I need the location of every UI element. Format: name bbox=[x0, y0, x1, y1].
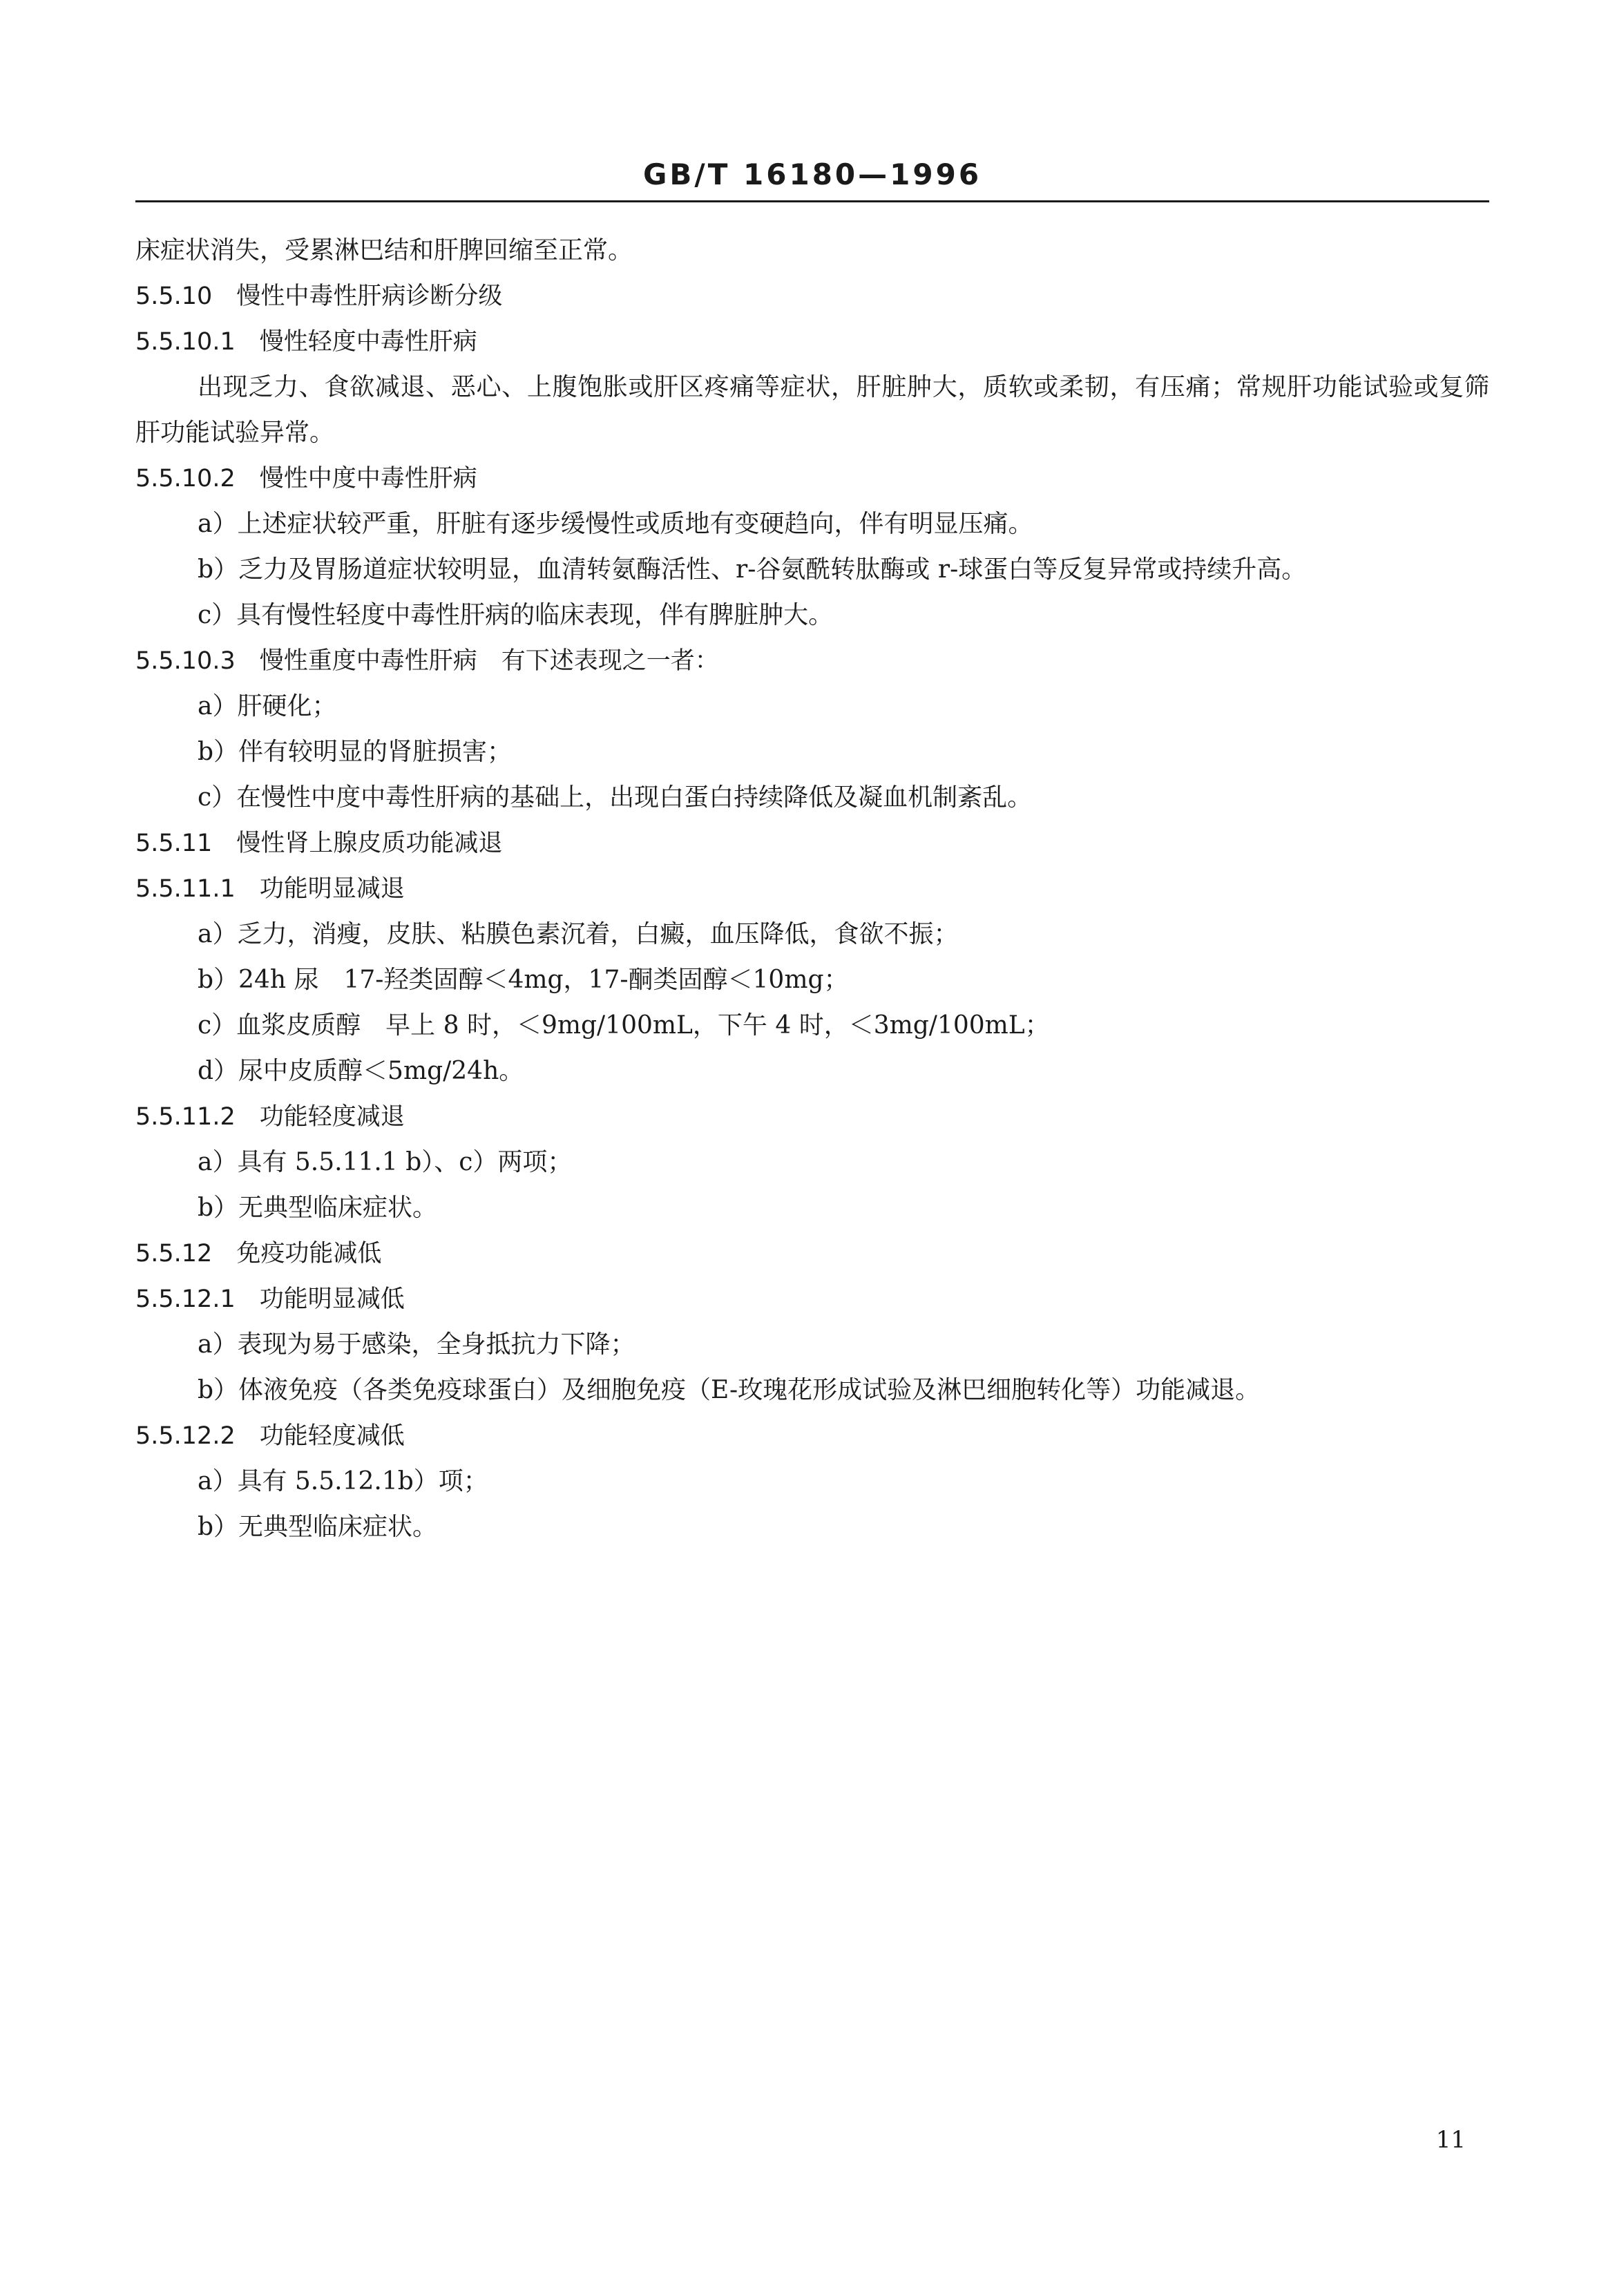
section-heading-5-5-12-2: 5.5.12.2 功能轻度减低 bbox=[135, 1422, 405, 1450]
list-item-b: b）24h 尿 17-羟类固醇＜4mg，17-酮类固醇＜10mg； bbox=[198, 966, 849, 994]
list-item-a: a）肝硬化； bbox=[198, 692, 337, 720]
page-number: 11 bbox=[1435, 2126, 1466, 2154]
section-heading-5-5-12-1: 5.5.12.1 功能明显减低 bbox=[135, 1285, 405, 1313]
document-body bbox=[135, 228, 1489, 1550]
paragraph-continuation: 床症状消失，受累淋巴结和肝脾回缩至正常。 bbox=[135, 236, 633, 265]
list-item-b: b）无典型临床症状。 bbox=[198, 1194, 438, 1222]
section-heading-5-5-11: 5.5.11 慢性肾上腺皮质功能减退 bbox=[135, 830, 503, 857]
section-heading-5-5-10: 5.5.10 慢性中毒性肝病诊断分级 bbox=[135, 283, 503, 310]
header-rule bbox=[135, 200, 1489, 202]
list-item-c: c）血浆皮质醇 早上 8 时，＜9mg/100mL，下午 4 时，＜3mg/100mL； bbox=[198, 1011, 1050, 1040]
list-item-a: a）表现为易于感染，全身抵抗力下降； bbox=[198, 1330, 635, 1359]
list-item-a: a）上述症状较严重，肝脏有逐步缓慢性或质地有变硬趋向，伴有明显压痛。 bbox=[198, 510, 1033, 538]
list-item-b: b）体液免疫（各类免疫球蛋白）及细胞免疫（E-玫瑰花形成试验及淋巴细胞转化等）功能减退。 bbox=[198, 1376, 1261, 1404]
paragraph-mild-liver: 出现乏力、食欲减退、恶心、上腹饱胀或肝区疼痛等症状，肝脏肿大，质软或柔韧，有压痛；常规肝功能试验或复筛肝功能试验异常。 bbox=[135, 373, 1489, 447]
section-heading-5-5-10-3: 5.5.10.3 慢性重度中毒性肝病 有下述表现之一者： bbox=[135, 647, 719, 675]
section-heading-5-5-11-1: 5.5.11.1 功能明显减退 bbox=[135, 875, 405, 903]
list-item-a: a）具有 5.5.12.1b）项； bbox=[198, 1467, 488, 1495]
section-heading-5-5-11-2: 5.5.11.2 功能轻度减退 bbox=[135, 1103, 405, 1131]
list-item-c: c）在慢性中度中毒性肝病的基础上，出现白蛋白持续降低及凝血机制紊乱。 bbox=[198, 783, 1033, 812]
standard-code: GB/T 16180—1996 bbox=[642, 157, 982, 191]
section-heading-5-5-12: 5.5.12 免疫功能减低 bbox=[135, 1240, 382, 1267]
list-item-a: a）乏力，消瘦，皮肤、粘膜色素沉着，白癜，血压降低，食欲不振； bbox=[198, 920, 959, 948]
list-item-c: c）具有慢性轻度中毒性肝病的临床表现，伴有脾脏肿大。 bbox=[198, 601, 834, 629]
list-item-d: d）尿中皮质醇＜5mg/24h。 bbox=[198, 1057, 524, 1085]
list-item-b: b）伴有较明显的肾脏损害； bbox=[198, 738, 513, 766]
list-item-a: a）具有 5.5.11.1 b）、c）两项； bbox=[198, 1148, 573, 1176]
list-item-b: b）乏力及胃肠道症状较明显，血清转氨酶活性、r-谷氨酰转肽酶或 r-球蛋白等反复异常或持续升高。 bbox=[198, 555, 1307, 584]
page-header bbox=[135, 151, 1489, 199]
list-item-b: b）无典型临床症状。 bbox=[198, 1513, 438, 1541]
section-heading-5-5-10-2: 5.5.10.2 慢性中度中毒性肝病 bbox=[135, 465, 477, 492]
section-heading-5-5-10-1: 5.5.10.1 慢性轻度中毒性肝病 bbox=[135, 328, 477, 356]
